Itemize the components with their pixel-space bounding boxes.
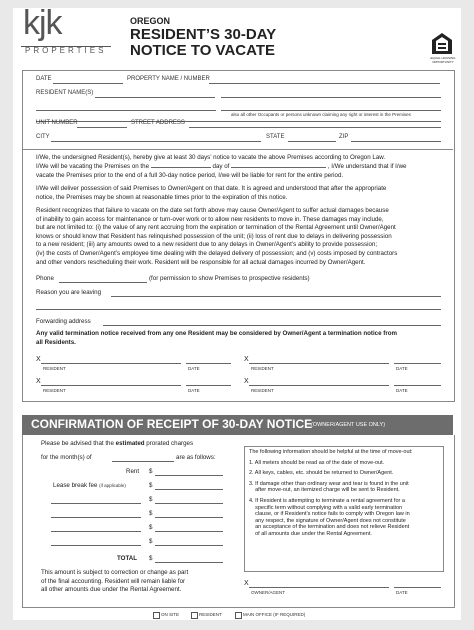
accounting-note-line: This amount is subject to correction or change as part — [41, 569, 189, 576]
resident-name-field-4[interactable] — [221, 110, 441, 111]
logo-subtitle: PROPERTIES — [25, 46, 107, 55]
charges-intro-bold: estimated — [115, 440, 145, 447]
state-field[interactable] — [288, 141, 336, 142]
info-item — [249, 470, 439, 477]
signature-date-field-2[interactable] — [394, 363, 441, 364]
signature-date-field-3[interactable] — [186, 385, 231, 386]
date-caption: DATE — [396, 388, 408, 393]
termination-notice-line1: Any valid termination notice received from any one Resident may be considered by Owner/Agent a termination notice from — [36, 330, 398, 337]
if-applicable-note: (if applicable) — [99, 483, 126, 488]
info-item-line: clause, or if Resident’s notice fails to comply with Oregon law in — [249, 511, 410, 518]
on-site-label: ON SITE — [161, 612, 180, 617]
charge-amount-field-3[interactable] — [155, 531, 223, 532]
damages-line: knows or should know that Resident has relinquished possession of the unit; (ii) loss of rent due to delays in delivering possession — [36, 232, 392, 240]
phone-label: Phone — [36, 275, 54, 282]
owner-signature-x: X — [244, 580, 249, 587]
info-item — [249, 498, 439, 538]
resident-caption: RESIDENT — [251, 366, 274, 371]
charge-amount-field-1[interactable] — [155, 503, 223, 504]
months-label: for the month(s) of — [41, 454, 92, 461]
dollar-sign: $ — [149, 510, 153, 517]
vacate-month-field[interactable] — [231, 167, 326, 168]
termination-notice-line2: all Residents. — [36, 339, 76, 346]
main-office-label: MAIN OFFICE (IF REQUIRED) — [243, 612, 306, 617]
resident-signature-field-3[interactable] — [41, 385, 181, 386]
charge-desc-field-3[interactable] — [51, 531, 141, 532]
resident-name-field-3[interactable] — [36, 110, 216, 111]
zip-label: ZIP — [339, 134, 349, 140]
dollar-sign: $ — [149, 468, 153, 475]
resident-check-label: RESIDENT — [199, 612, 222, 617]
confirmation-title: CONFIRMATION OF RECEIPT OF 30-DAY NOTICE — [31, 417, 313, 431]
unit-label: UNIT NUMBER — [36, 120, 78, 126]
phone-note: (for permission to show Premises to prospective residents) — [149, 275, 310, 282]
city-field[interactable] — [51, 141, 261, 142]
street-label: STREET ADDRESS — [131, 120, 185, 126]
form-page — [13, 4, 461, 620]
signature-date-field-4[interactable] — [394, 385, 441, 386]
date-caption: DATE — [188, 388, 200, 393]
signature-x: X — [36, 356, 41, 363]
months-suffix: are as follows: — [176, 454, 216, 461]
resident-caption: RESIDENT — [43, 388, 66, 393]
paragraph-notice-line3: vacate the Premises prior to the end of a full 30-day notice period, I/we will be liable for rent for the entire period. — [36, 172, 344, 179]
resident-checkbox[interactable] — [191, 612, 198, 619]
accounting-note-line: of the final accounting. Resident will remain liable for — [41, 577, 186, 585]
info-item-line: any respect, the signature of Owner/Agent does not constitute — [249, 517, 406, 524]
info-item-line: 1. All meters should be read as of the date of move-out. — [249, 459, 385, 466]
damages-line: of inability to gain access for maintenance or turn-over work or to allow new residents to move in. These damages may include, — [36, 215, 384, 223]
unit-field[interactable] — [77, 127, 127, 128]
paragraph-damages — [36, 207, 441, 267]
lease-break-amount-field[interactable] — [155, 489, 223, 490]
street-field[interactable] — [189, 127, 441, 128]
info-item-line: 3. If damage other than ordinary wear and tear is found in the unit — [249, 480, 409, 487]
forwarding-label: Forwarding address — [36, 318, 91, 325]
residents-label: RESIDENT NAME(S) — [36, 90, 94, 96]
resident-caption: RESIDENT — [251, 388, 274, 393]
equal-housing-label: EQUAL HOUSING OPPORTUNITY — [430, 56, 456, 64]
date-label: DATE — [36, 76, 52, 82]
phone-field[interactable] — [59, 282, 147, 283]
info-item-line: after move-out, an itemized charge will be sent to Resident. — [249, 487, 400, 494]
lease-break-text: Lease break fee — [53, 482, 98, 489]
resident-signature-field-4[interactable] — [249, 385, 389, 386]
resident-caption: RESIDENT — [43, 366, 66, 371]
paragraph-possession-line2: notice, the Premises may be shown at reasonable times prior to the expiration of this notice. — [36, 194, 288, 201]
damages-line: to a new resident; (iii) any amounts owed to a new resident due to any delays in Owner/Agent’s ability to provide possession; — [36, 241, 378, 249]
reason-label: Reason you are leaving — [36, 289, 102, 296]
main-office-checkbox[interactable] — [235, 612, 242, 619]
damages-line: Resident recognizes that failure to vacate on the date set forth above may cause Owner/Agent to suffer actual damages because — [36, 207, 389, 214]
move-out-info — [249, 449, 439, 538]
property-label: PROPERTY NAME / NUMBER — [127, 76, 210, 82]
info-item-line: an acceptance of the termination and does not relieve Resident — [249, 524, 410, 531]
months-field[interactable] — [112, 461, 174, 462]
lease-break-label — [53, 482, 126, 491]
paragraph-vacate-line — [36, 163, 441, 172]
on-site-checkbox[interactable] — [153, 612, 160, 619]
info-item-line: of all amounts due under the Rental Agreement. — [249, 530, 372, 537]
logo-mark: kjk — [23, 4, 62, 42]
owner-signature-date-field[interactable] — [394, 587, 441, 588]
owner-date-caption: DATE — [396, 590, 408, 595]
info-item-line: 4. If Resident is attempting to terminate a rental agreement for a — [249, 497, 405, 504]
forwarding-field[interactable] — [103, 325, 441, 326]
equal-housing-icon — [431, 32, 453, 56]
resident-name-field-2[interactable] — [221, 97, 441, 98]
total-label: TOTAL — [117, 555, 138, 562]
charge-amount-field-2[interactable] — [155, 517, 223, 518]
damages-line: and other vendors rescheduling their work. Resident will be responsible for all actual damages incurred by Owner/Agent. — [36, 258, 366, 266]
info-item — [249, 481, 439, 494]
total-amount-field[interactable] — [155, 562, 223, 563]
info-item-line: 2. All keys, cables, etc. should be returned to Owner/Agent. — [249, 470, 394, 477]
form-title-line2: NOTICE TO VACATE — [130, 42, 276, 59]
vacate-day-field[interactable] — [151, 167, 211, 168]
info-item — [249, 460, 439, 467]
signature-x: X — [244, 356, 249, 363]
zip-field[interactable] — [351, 141, 441, 142]
rent-amount-field[interactable] — [155, 475, 223, 476]
charges-intro-b: prorated charges — [146, 440, 194, 447]
signature-x: X — [244, 378, 249, 385]
date-field[interactable] — [53, 83, 123, 84]
vacate-end-text: , I/We understand that if I/we — [327, 163, 407, 170]
charges-intro-a: Please be advised that the — [41, 440, 114, 447]
charge-desc-field-4[interactable] — [51, 545, 141, 546]
resident-name-field-5[interactable] — [36, 121, 441, 122]
damages-line: (iv) the costs of Owner/Agent’s employee time dealing with the delayed delivery of possession; and (v) costs imposed by contractors — [36, 249, 398, 257]
signature-date-field-1[interactable] — [186, 363, 231, 364]
reason-field[interactable] — [111, 296, 441, 297]
damages-line: but are not limited to: (i) the value of any rent accruing from the expiration or termination of the Rental Agreement until Owner/Agent — [36, 224, 396, 232]
charges-intro — [41, 440, 241, 449]
signature-x: X — [36, 378, 41, 385]
confirmation-subtitle: (OWNER/AGENT USE ONLY) — [311, 422, 386, 428]
charge-amount-field-4[interactable] — [155, 545, 223, 546]
vacate-start-text: I/We will be vacating the Premises on the — [36, 163, 150, 170]
info-item-line: specific term without complying with a valid early termination — [249, 504, 403, 511]
dollar-sign: $ — [149, 482, 153, 489]
paragraph-notice-line1: I/We, the undersigned Resident(s), hereby give at least 30 days’ notice to vacate the above Premises according to Oregon Law. — [36, 154, 386, 161]
occupants-note: also all other Occupants or persons unknown claiming any right or interest in the Premises — [231, 112, 411, 117]
resident-signature-field-1[interactable] — [41, 363, 181, 364]
dollar-sign: $ — [149, 496, 153, 503]
charge-desc-field-2[interactable] — [51, 517, 141, 518]
city-label: CITY — [36, 134, 50, 140]
state-label: OREGON — [130, 16, 171, 26]
property-field[interactable] — [209, 83, 440, 84]
resident-signature-field-2[interactable] — [249, 363, 389, 364]
dollar-sign: $ — [149, 524, 153, 531]
charge-desc-field-1[interactable] — [51, 503, 141, 504]
date-caption: DATE — [396, 366, 408, 371]
owner-agent-caption: OWNER/AGENT — [251, 590, 286, 595]
state-field-label: STATE — [266, 134, 285, 140]
vacate-day-of-text: day of — [212, 163, 230, 170]
resident-name-field-1[interactable] — [95, 97, 215, 98]
paragraph-possession-line1: I/We will deliver possession of said Premises to Owner/Agent on that date. It is agreed and understood that after the appropriate — [36, 185, 387, 192]
section-divider — [22, 149, 453, 150]
accounting-note — [41, 569, 241, 595]
rent-label: Rent — [126, 468, 140, 475]
info-title: The following information should be helpful at the time of move-out: — [249, 449, 413, 455]
date-caption: DATE — [188, 366, 200, 371]
form-title-line1: RESIDENT’S 30-DAY — [130, 26, 277, 43]
reason-field-line2[interactable] — [36, 309, 441, 310]
dollar-sign: $ — [149, 538, 153, 545]
accounting-note-line: all other amounts due under the Rental Agreement. — [41, 586, 182, 594]
owner-agent-signature-field[interactable] — [249, 587, 389, 588]
dollar-sign: $ — [149, 555, 153, 562]
